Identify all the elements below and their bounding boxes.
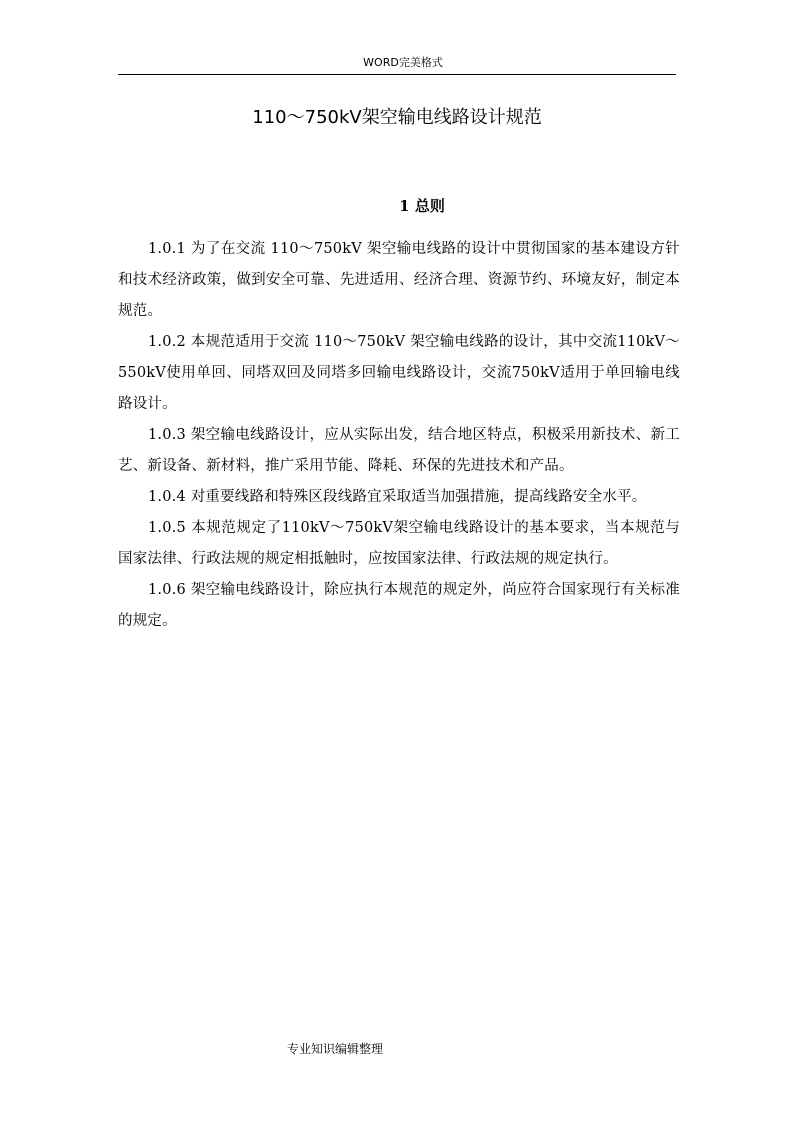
page-footer: 专业知识编辑整理	[287, 1042, 384, 1056]
paragraph-1-0-2: 1.0.2 本规范适用于交流 110～750kV 架空输电线路的设计，其中交流110kV～550kV使用单回、同塔双回及同塔多回输电线路设计，交流750kV适用于单回输电线路设计。	[118, 334, 680, 412]
page-header	[118, 56, 676, 75]
paragraph-1-0-4: 1.0.4 对重要线路和特殊区段线路宜采取适当加强措施，提高线路安全水平。	[148, 489, 647, 505]
paragraph-1-0-1: 1.0.1 为了在交流 110～750kV 架空输电线路的设计中贯彻国家的基本建设方针和技术经济政策，做到安全可靠、先进适用、经济合理、资源节约、环境友好，制定本规范。	[118, 241, 680, 319]
page-header-text: WORD完美格式	[363, 56, 443, 69]
paragraph-1-0-3: 1.0.3 架空输电线路设计，应从实际出发，结合地区特点，积极采用新技术、新工艺、新设备、新材料，推广采用节能、降耗、环保的先进技术和产品。	[118, 427, 680, 474]
section-heading: 1 总则	[399, 197, 445, 215]
document-body	[118, 234, 680, 637]
paragraph-1-0-5: 1.0.5 本规范规定了110kV～750kV架空输电线路设计的基本要求，当本规范与国家法律、行政法规的规定相抵触时，应按国家法律、行政法规的规定执行。	[118, 520, 680, 567]
paragraph-1-0-6: 1.0.6 架空输电线路设计，除应执行本规范的规定外，尚应符合国家现行有关标准的规定。	[118, 582, 680, 629]
document-title: 110～750kV架空输电线路设计规范	[252, 107, 542, 128]
